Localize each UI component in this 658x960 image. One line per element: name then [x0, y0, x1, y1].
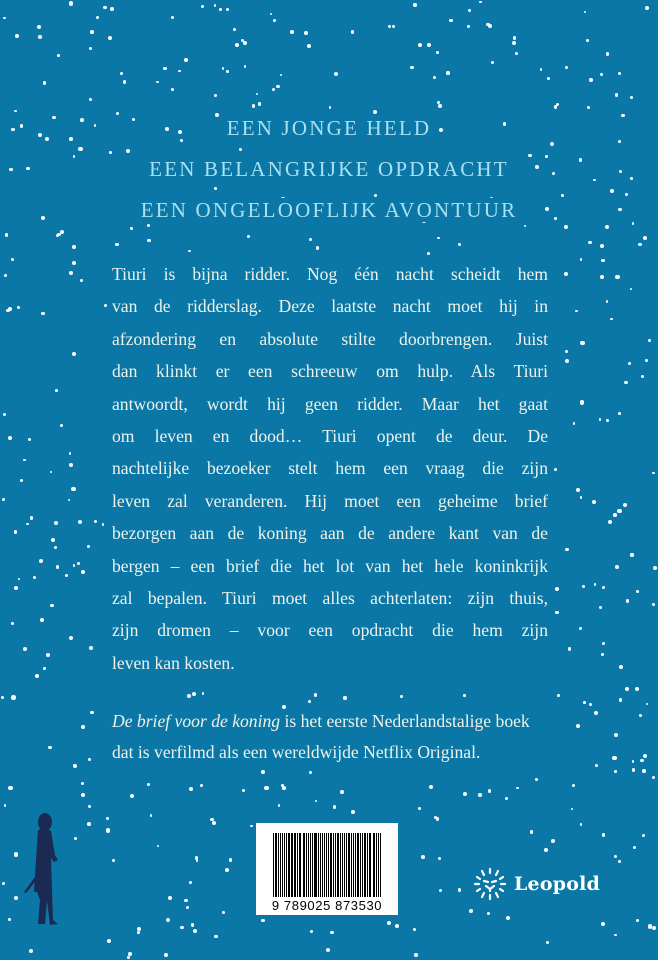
blurb-line: zal bepalen. Tiuri moet alles achterlaten: zijn thuis, — [112, 587, 548, 608]
blurb-line: afzondering en absolute stilte doorbrengen. Juist — [112, 328, 548, 349]
blurb-line: van de ridderslag. Deze laatste nacht moet hij in — [112, 296, 548, 317]
lion-face-icon — [472, 866, 508, 902]
publisher-logo — [472, 866, 600, 902]
tagline-3 — [0, 198, 658, 223]
blurb-text — [112, 258, 548, 679]
blurb-line: nachtelijke bezoeker stelt hem een vraag die zijn — [112, 458, 548, 479]
tagline-2 — [0, 157, 658, 182]
tagline-1 — [0, 116, 658, 141]
tagline-text: EEN BELANGRIJKE OPDRACHT — [145, 157, 513, 181]
note-line-2: dat is verfilmd als een wereldwijde Netflix Original. — [112, 742, 481, 762]
blurb-line: bezorgen aan de koning aan de andere kant van de — [112, 523, 548, 544]
blurb-line: dan klinkt er een schreeuw om hulp. Als Tiuri — [112, 361, 548, 382]
netflix-note — [112, 706, 552, 768]
publisher-name: Leopold — [514, 873, 600, 895]
tagline-text: EEN JONGE HELD — [223, 116, 436, 140]
blurb-line: leven kan kosten. — [112, 652, 235, 673]
blurb-line: antwoordt, wordt hij geen ridder. Maar het gaat — [112, 393, 548, 414]
barcode-bars — [273, 833, 381, 897]
blurb-line: Tiuri is bijna ridder. Nog één nacht scheidt hem — [112, 264, 548, 284]
book-title-italic: De brief voor de koning — [112, 711, 281, 731]
knight-silhouette-icon — [18, 800, 68, 930]
blurb-line: leven zal veranderen. Hij moet een geheime brief — [112, 490, 548, 511]
blurb-line: om leven en dood… Tiuri opent de deur. De — [112, 425, 548, 446]
blurb-line: zijn dromen – voor een opdracht die hem zijn — [112, 620, 548, 641]
barcode — [256, 823, 398, 915]
tagline-text: EEN ONGELOOFLIJK AVONTUUR — [137, 198, 522, 222]
isbn-number: 9 789025 873530 — [271, 898, 383, 913]
blurb-line: bergen – een brief die het lot van het hele koninkrijk — [112, 555, 548, 576]
note-line-1-rest: is het eerste Nederlandstalige boek — [280, 711, 530, 731]
